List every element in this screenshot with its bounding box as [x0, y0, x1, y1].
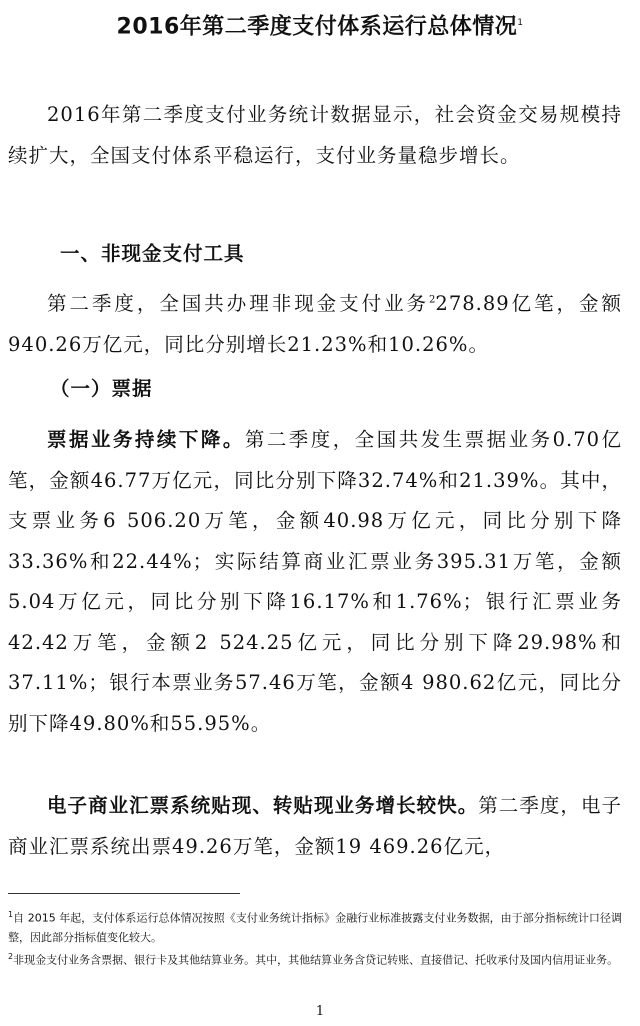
noncash-summary-paragraph	[8, 284, 622, 365]
title-footnote-ref: 1	[517, 18, 524, 28]
footnote-divider	[8, 893, 240, 894]
intro-paragraph: 2016年第二季度支付业务统计数据显示，社会资金交易规模持续扩大，全国支付体系平稳运行，支付业务量稳步增长。	[8, 103, 622, 167]
bills-paragraph	[8, 420, 622, 744]
ecds-lead-sentence: 电子商业汇票系统贴现、转贴现业务增长较快。	[47, 794, 479, 817]
footnote-1-ref: 1	[8, 910, 14, 919]
footnotes	[8, 905, 622, 969]
noncash-footnote-ref: 2	[429, 294, 436, 306]
ecds-paragraph	[8, 786, 622, 867]
page-number: 1	[315, 1004, 325, 1019]
noncash-text-a: 第二季度，全国共办理非现金支付业务	[47, 292, 430, 315]
subsection-heading-bills: （一）票据	[50, 377, 153, 400]
footnote-2-text: 非现金支付业务含票据、银行卡及其他结算业务。其中，其他结算业务含贷记转账、直接借记、托收承付及国内信用证业务。	[13, 953, 619, 967]
ecds-body-text: 第二季度，电子商业汇票系统出票49.26万笔，金额19 469.26亿元，	[8, 794, 622, 858]
footnote-2	[8, 947, 622, 970]
footnote-1-text: 自 2015 年起，支付体系运行总体情况按照《支付业务统计指标》金融行业标准披露支付业务数据，由于部分指标统计口径调整，因此部分指标值变化较大。	[8, 911, 622, 944]
footnote-1	[8, 905, 622, 947]
section-heading-noncash: 一、非现金支付工具	[60, 242, 245, 265]
bills-body-text: 第二季度，全国共发生票据业务0.70亿笔，金额46.77万亿元，同比分别下降32.74%和21.39%。其中，支票业务6 506.20万笔，金额40.98万亿元，同比分别下降33.36%和22.44%；实际结算商业汇票业务395.31万笔，金额5.04万亿元，同比分别下降16.17%和1.76%；银行汇票业务42.42万笔，金额2 524.25亿元，同比分别下降29.98%和37.11%；银行本票业务57.46万笔，金额4 980.62亿元，同比分别下降49.80%和55.95%。	[8, 428, 622, 735]
noncash-text-b: 278.89亿笔，金额940.26万亿元，同比分别增长21.23%和10.26%。	[8, 292, 622, 356]
page-title	[0, 8, 640, 42]
bills-lead-sentence: 票据业务持续下降。	[47, 428, 245, 451]
title-text: 2016年第二季度支付体系运行总体情况	[116, 14, 518, 40]
footnote-2-ref: 2	[8, 951, 14, 961]
